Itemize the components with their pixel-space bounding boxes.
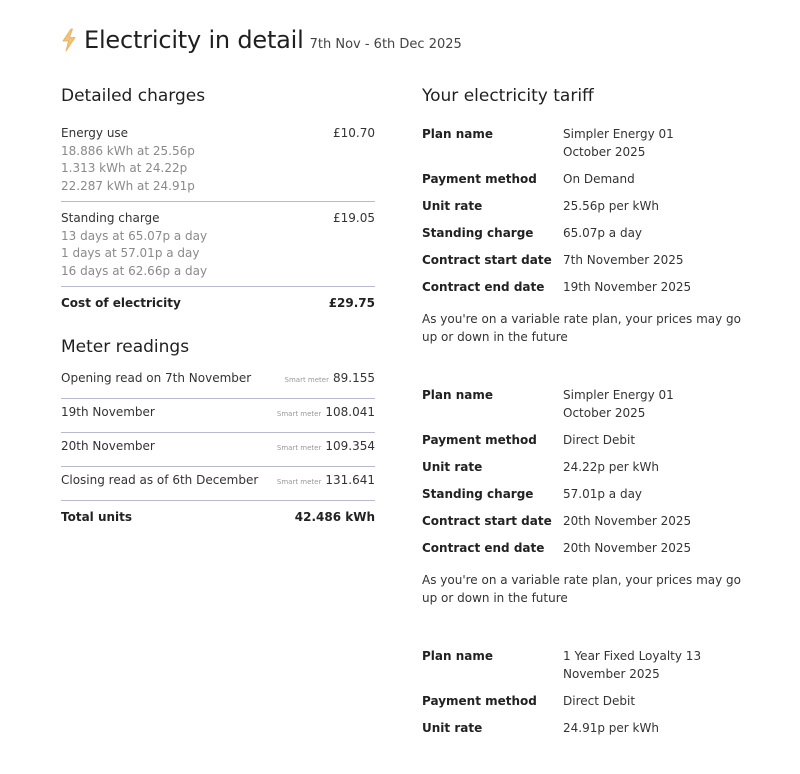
tariff-row-value: 20th November 2025: [563, 541, 692, 555]
energy-use-amount: £10.70: [333, 126, 375, 140]
tariff-row: [422, 197, 742, 215]
cost-of-electricity-amount: £29.75: [328, 296, 375, 310]
meter-reading-value-group: [277, 439, 375, 453]
meter-reading-value: 131.641: [325, 473, 375, 487]
tariff-row-label: Contract end date: [422, 280, 545, 294]
page-title: Electricity in detail: [84, 26, 304, 54]
tariff-row: [422, 647, 742, 683]
tariff-row: [422, 719, 742, 737]
tariff-row-value: On Demand: [563, 172, 635, 186]
meter-reading-value: 109.354: [325, 439, 375, 453]
tariff-row: [422, 485, 742, 503]
standing-charge-block: [61, 210, 375, 287]
tariff-row-value: 25.56p per kWh: [563, 199, 659, 213]
standing-charge-detail: 13 days at 65.07p a day: [61, 228, 208, 243]
tariff-row: [422, 512, 742, 530]
tariff-plan: [422, 386, 742, 607]
tariff-row-value: 7th November 2025: [563, 253, 684, 267]
tariff-plan: [422, 125, 742, 346]
meter-reading-row: [61, 365, 375, 399]
meter-type-label: Smart meter: [284, 376, 329, 384]
tariff-row: [422, 170, 742, 188]
tariff-row-value: Simpler Energy 01 October 2025: [563, 127, 674, 159]
tariff-row-value: Simpler Energy 01 October 2025: [563, 388, 674, 420]
billing-period: 7th Nov - 6th Dec 2025: [309, 37, 462, 52]
meter-reading-value-group: [285, 371, 375, 385]
meter-reading-label: 19th November: [61, 405, 155, 419]
energy-use-detail: 1.313 kWh at 24.22p: [61, 161, 188, 175]
meter-readings-list: [61, 365, 375, 524]
tariff-row-value: Direct Debit: [563, 694, 636, 708]
tariff-row-label: Contract start date: [422, 253, 552, 267]
energy-use-block: [61, 125, 375, 202]
tariff-row-value: 1 Year Fixed Loyalty 13 November 2025: [563, 649, 702, 681]
standing-charge-label: Standing charge: [61, 211, 160, 225]
standing-charge-detail: 1 days at 57.01p a day: [61, 246, 200, 260]
variable-rate-note: As you're on a variable rate plan, your prices may go up or down in the future: [422, 312, 742, 344]
tariff-row: [422, 458, 742, 476]
detailed-charges-heading: Detailed charges: [61, 86, 206, 106]
energy-use-detail: 18.886 kWh at 25.56p: [61, 143, 195, 158]
meter-reading-label: Closing read as of 6th December: [61, 473, 259, 487]
meter-reading-value-group: [277, 405, 375, 419]
tariff-heading: Your electricity tariff: [422, 86, 594, 106]
tariff-row: [422, 224, 742, 242]
tariff-row-label: Contract start date: [422, 514, 552, 528]
energy-use-row: [61, 125, 375, 143]
tariff-row-label: Standing charge: [422, 226, 534, 240]
meter-type-label: Smart meter: [276, 444, 322, 452]
tariff-row-label: Plan name: [422, 649, 494, 663]
tariff-row: [422, 431, 742, 449]
total-units-row: [61, 510, 375, 524]
meter-readings-heading: Meter readings: [61, 337, 190, 357]
tariff-row-value: 19th November 2025: [563, 280, 692, 294]
tariff-row-label: Plan name: [422, 388, 494, 402]
tariff-row-value: 24.91p per kWh: [563, 721, 659, 735]
total-units-label: Total units: [61, 510, 133, 524]
tariff-plan: [422, 647, 742, 737]
page-header: [60, 26, 462, 54]
meter-reading-value-group: [277, 473, 375, 487]
tariff-row: [422, 539, 742, 557]
tariff-row-label: Plan name: [422, 127, 494, 141]
tariff-row-label: Payment method: [422, 433, 537, 447]
meter-reading-label: Opening read on 7th November: [61, 371, 252, 385]
meter-reading-value: 108.041: [325, 405, 375, 419]
tariff-row: [422, 125, 742, 161]
cost-of-electricity-label: Cost of electricity: [61, 296, 181, 310]
right-column: [422, 86, 742, 746]
meter-type-label: Smart meter: [276, 478, 322, 486]
meter-reading-row: [61, 467, 375, 501]
tariff-row-label: Payment method: [422, 694, 537, 708]
tariff-row-value: Direct Debit: [563, 433, 636, 447]
tariff-row-label: Unit rate: [422, 721, 483, 735]
standing-charge-amount: £19.05: [333, 211, 375, 225]
lightning-bolt-icon: [60, 28, 78, 52]
tariff-row: [422, 251, 742, 269]
standing-charge-detail: 16 days at 62.66p a day: [61, 263, 208, 278]
tariff-row: [422, 386, 742, 422]
meter-reading-row: [61, 399, 375, 433]
energy-use-detail: 22.287 kWh at 24.91p: [61, 178, 195, 193]
meter-type-label: Smart meter: [276, 410, 322, 418]
tariff-row-label: Contract end date: [422, 541, 545, 555]
meter-reading-label: 20th November: [61, 439, 155, 453]
tariff-row-value: 20th November 2025: [563, 514, 692, 528]
tariff-row-label: Payment method: [422, 172, 537, 186]
energy-use-label: Energy use: [61, 126, 129, 140]
total-units-value: 42.486 kWh: [294, 510, 375, 524]
variable-rate-note: As you're on a variable rate plan, your prices may go up or down in the future: [422, 573, 742, 605]
tariff-row-value: 24.22p per kWh: [563, 460, 659, 474]
tariff-row-label: Unit rate: [422, 199, 483, 213]
cost-of-electricity-row: [61, 296, 375, 310]
tariff-row-value: 65.07p a day: [563, 226, 643, 240]
meter-reading-value: 89.155: [333, 371, 375, 385]
tariff-row-label: Standing charge: [422, 487, 534, 501]
tariff-row: [422, 692, 742, 710]
tariff-row-value: 57.01p a day: [563, 487, 643, 501]
meter-reading-row: [61, 433, 375, 467]
standing-charge-row: [61, 210, 375, 228]
tariff-row: [422, 278, 742, 296]
tariff-row-label: Unit rate: [422, 460, 483, 474]
left-column: [61, 86, 375, 524]
